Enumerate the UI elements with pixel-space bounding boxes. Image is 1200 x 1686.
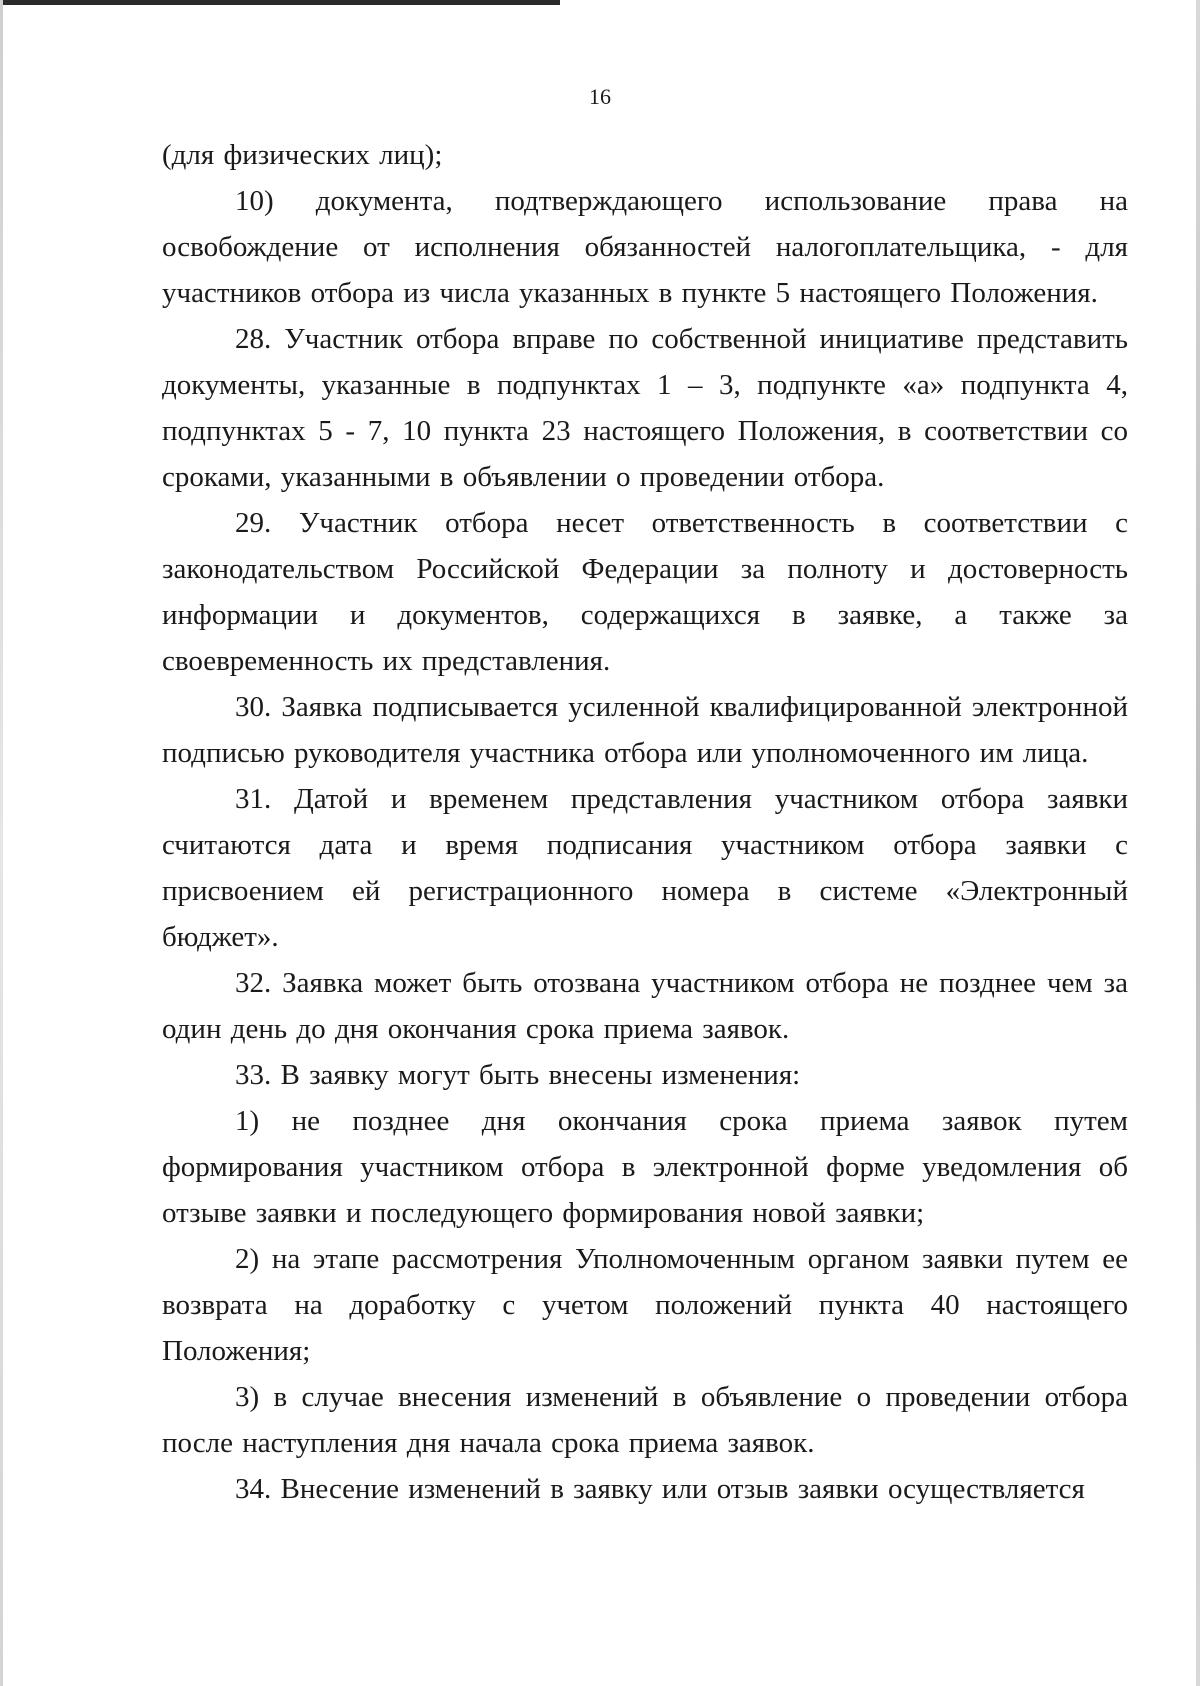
scan-edge-right [1196, 0, 1200, 1686]
document-body [162, 132, 1128, 1512]
paragraph: (для физических лиц); [162, 139, 443, 171]
paragraph: 2) на этапе рассмотрения Уполномоченным органом заявки путем ее возврата на доработку с учетом положений пункта 40 настоящего Положения; [162, 1243, 1128, 1367]
scan-edge-top [0, 0, 560, 5]
paragraph: 30. Заявка подписывается усиленной квалифицированной электронной подписью руководителя участника отбора или уполномоченного им лица. [162, 691, 1128, 769]
paragraph: 1) не позднее дня окончания срока приема заявок путем формирования участником отбора в электронной форме уведомления об отзыве заявки и последующего формирования новой заявки; [162, 1105, 1128, 1229]
paragraph: 34. Внесение изменений в заявку или отзыв заявки осуществляется [235, 1473, 1085, 1505]
scan-edge-left [0, 0, 3, 1686]
page-number: 16 [589, 84, 611, 109]
paragraph: 31. Датой и временем представления участником отбора заявки считаются дата и время подписания участником отбора заявки с присвоением ей регистрационного номера в системе «Электронный бюджет». [162, 783, 1128, 953]
paragraph: 3) в случае внесения изменений в объявление о проведении отбора после наступления дня начала срока приема заявок. [162, 1381, 1128, 1459]
paragraph: 32. Заявка может быть отозвана участником отбора не позднее чем за один день до дня окончания срока приема заявок. [162, 967, 1128, 1045]
paragraph: 29. Участник отбора несет ответственность в соответствии с законодательством Российской Федерации за полноту и достоверность информации и документов, содержащихся в заявке, а также за своевременность их представления. [162, 507, 1128, 677]
paragraph: 10) документа, подтверждающего использование права на освобождение от исполнения обязанностей налогоплательщика, - для участников отбора из числа указанных в пункте 5 настоящего Положения. [162, 185, 1128, 309]
paragraph: 28. Участник отбора вправе по собственной инициативе представить документы, указанные в подпунктах 1 – 3, подпункте «а» подпункта 4, подпунктах 5 - 7, 10 пункта 23 настоящего Положения, в соответствии со сроками, указанными в объявлении о проведении отбора. [162, 323, 1128, 493]
paragraph: 33. В заявку могут быть внесены изменения: [235, 1059, 801, 1091]
